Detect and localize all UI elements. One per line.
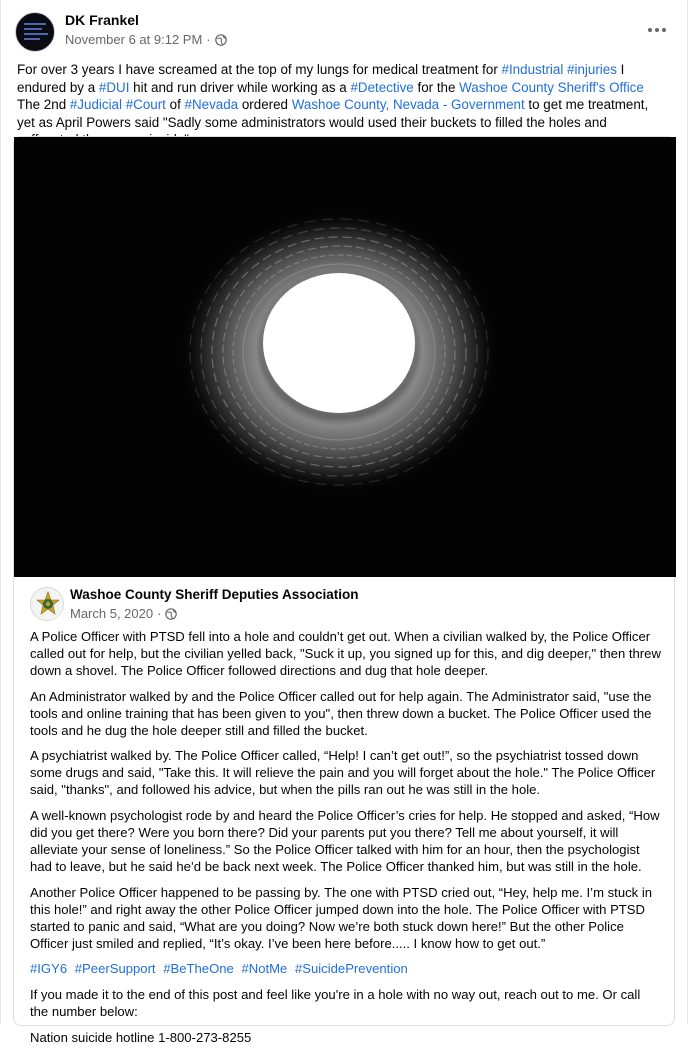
post-text-segment: ordered (238, 97, 292, 112)
post-link[interactable]: #Court (125, 97, 166, 112)
post-text-segment: for the (413, 79, 460, 95)
post-link[interactable]: Washoe County, Nevada - Government (291, 97, 525, 112)
globe-icon[interactable] (215, 34, 227, 46)
paragraph: An Administrator walked by and the Police Officer called out for help again. The Administrator said, "use the tools and online training that has been given to you", then threw down a bucket. The Police Officer used the tools and he dug the hole deeper still and filled the bucket. (30, 688, 652, 738)
shared-post-meta (70, 606, 177, 621)
paragraph: Another Police Officer happened to be passing by. The one with PTSD cried out, “Hey, help me. I’m stuck in this hole!” and right away the other Police Officer jumped down into the hole. The Police Officer with PTSD started to panic and said, “What are you doing? Now we’re both stuck down here!” But the other Police Officer just smiled and replied, “It’s okay. I’ve been here before..... I know how to get out.” (30, 884, 653, 951)
post-header (15, 10, 675, 56)
sheriff-star-icon (31, 588, 65, 622)
meta-separator: · (157, 606, 162, 621)
tunnel-image (14, 137, 676, 577)
hashtag-list (30, 961, 662, 978)
paragraph: A Police Officer with PTSD fell into a hole and couldn’t get out. When a civilian walked by, the Police Officer called out for help, but the civilian yelled back, "Suck it up, you signed up for this, and dig deeper," then threw down a shovel. The Police Officer followed directions and dug that hole deeper. (30, 629, 661, 678)
post-timestamp[interactable]: November 6 at 9:12 PM (65, 32, 203, 47)
shared-post[interactable] (13, 136, 675, 1046)
org-name[interactable]: Washoe County Sheriff Deputies Association (70, 587, 359, 602)
post-link[interactable]: #DUI (98, 79, 130, 95)
post-meta (65, 32, 227, 47)
shared-photo[interactable] (14, 137, 676, 577)
post-text-segment: to get me treatment, yet as April Powers said "Sadly some administrators would used their buckets to filled the holes and (17, 97, 649, 130)
hashtag-link[interactable]: #BeTheOne (163, 961, 234, 977)
post-link[interactable]: Washoe County Sheriff's Office (459, 79, 644, 95)
paragraph: A well-known psychologist rode by and heard the Police Officer’s cries for help. He stopped and asked, “How did you get there? Were you born there? Did your parents put you there? Tell me about yourself, it will alleviate your sense of loneliness.” So the Police Officer talked with him for an hour, then the psychologist had to leave, but he said he’d be back next week. The Police Officer thanked him, but was still in the hole. (30, 808, 660, 874)
hashtag-link[interactable]: #SuicidePrevention (294, 961, 408, 977)
shared-post-text (30, 629, 662, 1056)
post-link[interactable]: #Judicial (69, 97, 122, 112)
post-text-segment: hit and run driver while working as a (129, 79, 351, 95)
shared-post-timestamp[interactable]: March 5, 2020 (70, 606, 154, 621)
post-link[interactable]: #injuries (567, 62, 617, 77)
post-link[interactable]: #Industrial (501, 62, 564, 77)
org-avatar[interactable] (30, 587, 64, 621)
author-name[interactable]: DK Frankel (65, 12, 139, 28)
hashtag-link[interactable]: #NotMe (241, 961, 288, 977)
hotline-text: Nation suicide hotline 1-800-273-8255 (30, 1030, 252, 1046)
hashtag-link[interactable]: #PeerSupport (74, 961, 156, 977)
post-link[interactable]: #Detective (350, 79, 414, 95)
post-text-segment: For over 3 years I have screamed at the top of my lungs for medical treatment for (17, 62, 502, 77)
meta-separator: · (206, 32, 211, 47)
closing-text: If you made it to the end of this post and feel like you're in a hole with no way out, reach out to me. Or call the number below: (30, 987, 641, 1020)
paragraph: A psychiatrist walked by. The Police Officer called, “Help! I can’t get out!”, so the psychiatrist tossed down some drugs and said, "Take this. It will relieve the pain and you will forget about the hole." The Police Officer said, "thanks", and followed his advice, but when the pills ran out he was still in the hole. (30, 748, 656, 798)
post-text-segment: The 2nd (17, 97, 70, 112)
post-link[interactable]: #Nevada (184, 97, 239, 112)
hashtag-link[interactable]: #IGY6 (30, 961, 68, 977)
post-text-segment: I endured by a (17, 62, 625, 95)
more-options-icon[interactable] (643, 20, 671, 40)
globe-icon[interactable] (165, 608, 177, 620)
author-avatar[interactable] (15, 12, 55, 52)
post-text-segment: of (165, 97, 185, 112)
